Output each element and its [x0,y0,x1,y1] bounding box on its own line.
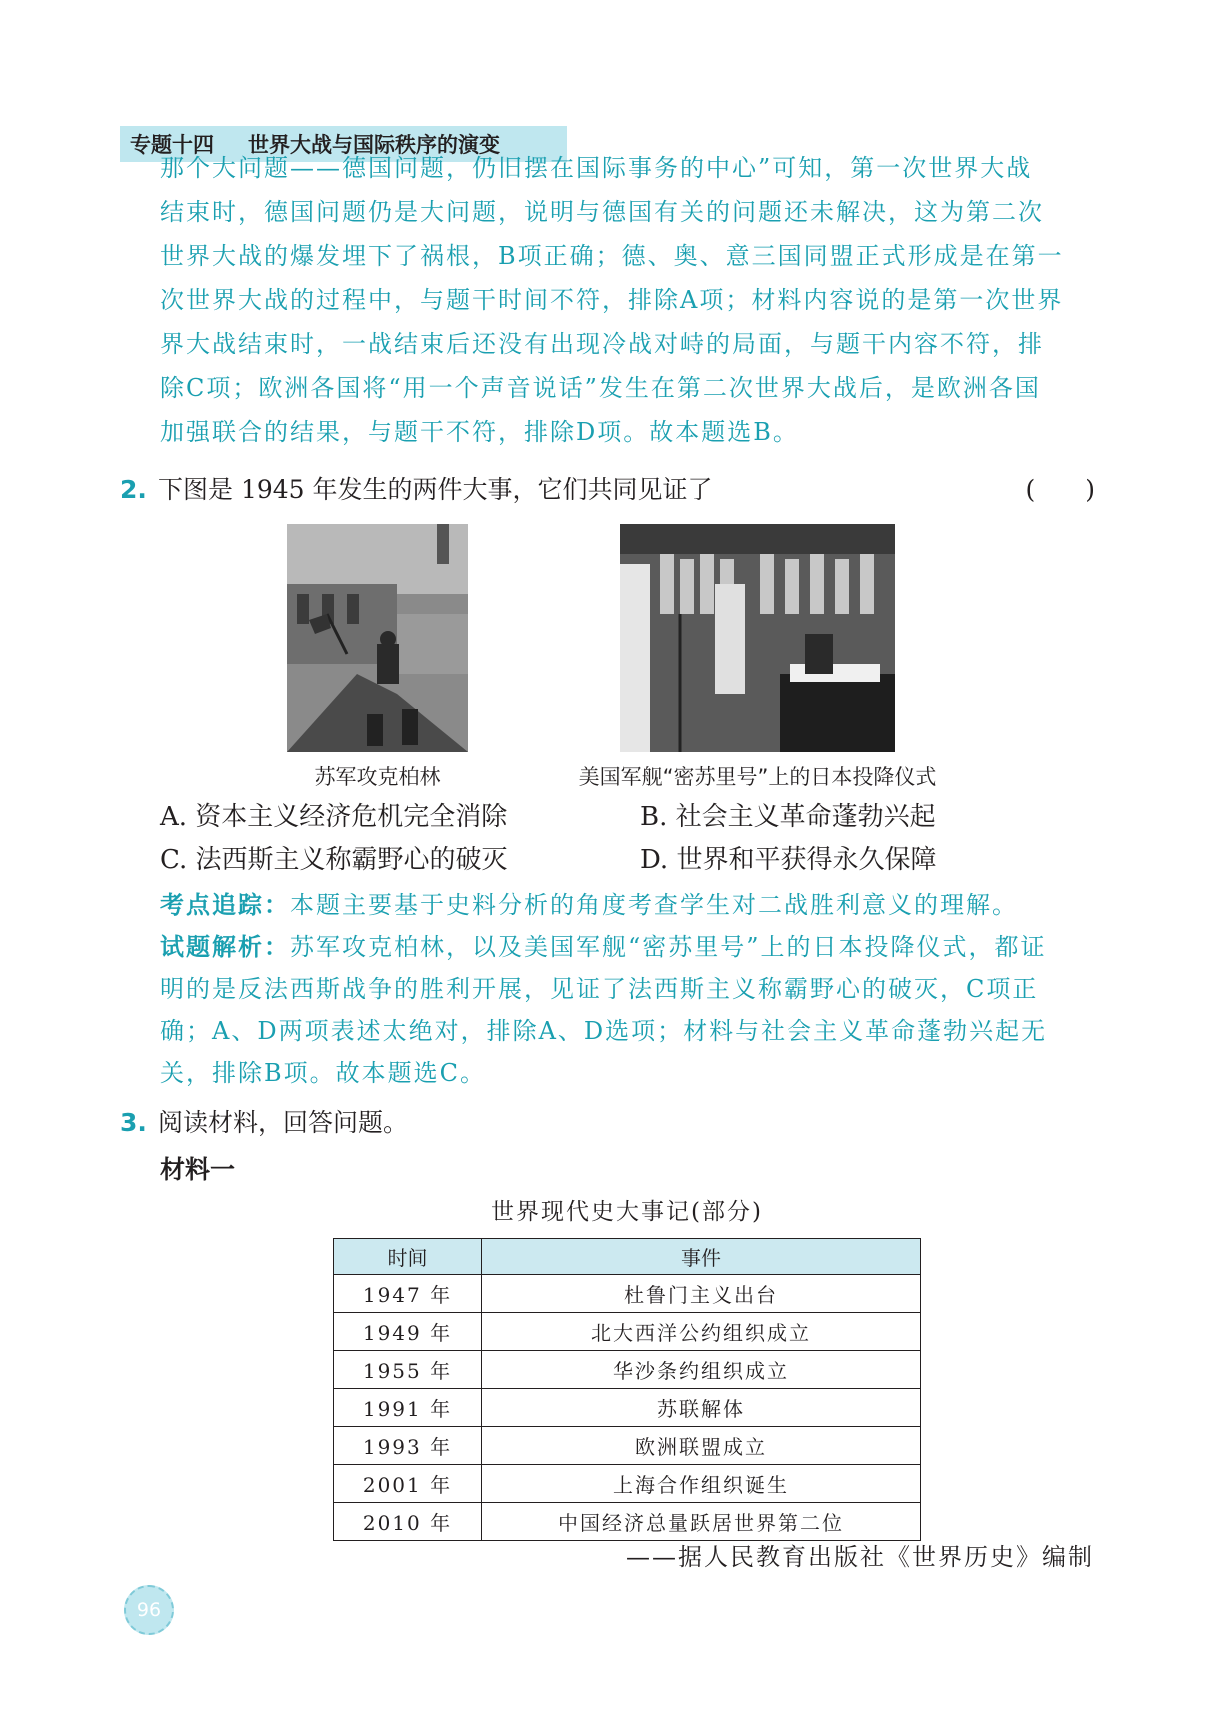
explanation-line: 除C项；欧洲各国将“用一个声音说话”发生在第二次世界大战后，是欧洲各国 [160,374,1041,402]
table-cell-event: 华沙条约组织成立 [482,1351,921,1389]
photo-berlin-caption: 苏军攻克柏林 [314,765,441,789]
question-2-stem [120,470,1095,510]
table-cell-event: 欧洲联盟成立 [482,1427,921,1465]
analysis-line: 明的是反法西斯战争的胜利开展，见证了法西斯主义称霸野心的破灭，C项正 [160,975,1039,1003]
table-cell-time: 1991 年 [334,1389,482,1427]
table-cell-time: 1955 年 [334,1351,482,1389]
track-text: 本题主要基于史料分析的角度考查学生对二战胜利意义的理解。 [290,891,1018,919]
analysis-line: 关，排除B项。故本题选C。 [160,1059,486,1087]
missouri-photo-image [620,524,895,752]
table-header-time: 时间 [334,1239,482,1275]
table-cell-event: 中国经济总量跃居世界第二位 [482,1503,921,1541]
table-cell-event: 北大西洋公约组织成立 [482,1313,921,1351]
option-c[interactable]: C. 法西斯主义称霸野心的破灭 [160,845,508,875]
explanation-line: 界大战结束时，一战结束后还没有出现冷战对峙的局面，与题干内容不符，排 [160,330,1044,358]
analysis-line: 苏军攻克柏林，以及美国军舰“密苏里号”上的日本投降仪式，都证 [290,933,1047,961]
berlin-photo-image [287,524,468,752]
material-label: 材料一 [160,1155,236,1184]
track-label: 考点追踪： [160,891,290,919]
table-cell-time: 1949 年 [334,1313,482,1351]
photo-missouri-caption: 美国军舰“密苏里号”上的日本投降仪式 [578,765,937,789]
source-note: ——据人民教育出版社《世界历史》编制 [626,1543,1094,1571]
explanation-line: 世界大战的爆发埋下了祸根，B项正确；德、奥、意三国同盟正式形成是在第一 [160,242,1064,270]
table-row [334,1465,921,1503]
table-row [334,1275,921,1313]
topic-title: 世界大战与国际秩序的演变 [248,133,500,157]
prev-explanation [160,146,1095,454]
table-cell-event: 苏联解体 [482,1389,921,1427]
table-cell-time: 1947 年 [334,1275,482,1313]
table-row [334,1503,921,1541]
option-d[interactable]: D. 世界和平获得永久保障 [640,845,937,875]
explanation-line: 结束时，德国问题仍是大问题，说明与德国有关的问题还未解决，这为第二次 [160,198,1044,226]
table-cell-event: 上海合作组织诞生 [482,1465,921,1503]
table-row [334,1313,921,1351]
events-table [333,1238,921,1541]
track-section [160,884,1095,1094]
page-number: 96 [124,1585,174,1635]
question-number: 3. [120,1108,147,1137]
question-number: 2. [120,475,147,504]
answer-blank: ( ) [1025,475,1095,504]
explanation-line: 次世界大战的过程中，与题干时间不符，排除A项；材料内容说的是第一次世界 [160,286,1064,314]
explanation-line: 那个大问题——德国问题，仍旧摆在国际事务的中心”可知，第一次世界大战 [160,154,1033,182]
table-header-row [334,1239,921,1275]
table-cell-time: 2001 年 [334,1465,482,1503]
table-title: 世界现代史大事记(部分) [491,1199,763,1225]
question-text: 下图是 1945 年发生的两件大事，它们共同见证了 [158,475,713,504]
analysis-line: 确；A、D两项表述太绝对，排除A、D选项；材料与社会主义革命蓬勃兴起无 [160,1017,1048,1045]
table-header-event: 事件 [482,1239,921,1275]
table-cell-time: 2010 年 [334,1503,482,1541]
table-row [334,1427,921,1465]
photo-berlin [287,524,468,752]
table-row [334,1351,921,1389]
question-text: 阅读材料，回答问题。 [158,1108,409,1137]
explanation-line: 加强联合的结果，与题干不符，排除D项。故本题选B。 [160,418,799,446]
photo-missouri [620,524,895,752]
option-a[interactable]: A. 资本主义经济危机完全消除 [160,802,508,832]
option-b[interactable]: B. 社会主义革命蓬勃兴起 [640,802,936,832]
table-cell-time: 1993 年 [334,1427,482,1465]
topic-label: 专题十四 [130,133,214,157]
table-row [334,1389,921,1427]
table-cell-event: 杜鲁门主义出台 [482,1275,921,1313]
analysis-label: 试题解析： [160,933,290,961]
question-3-stem [120,1103,1095,1143]
